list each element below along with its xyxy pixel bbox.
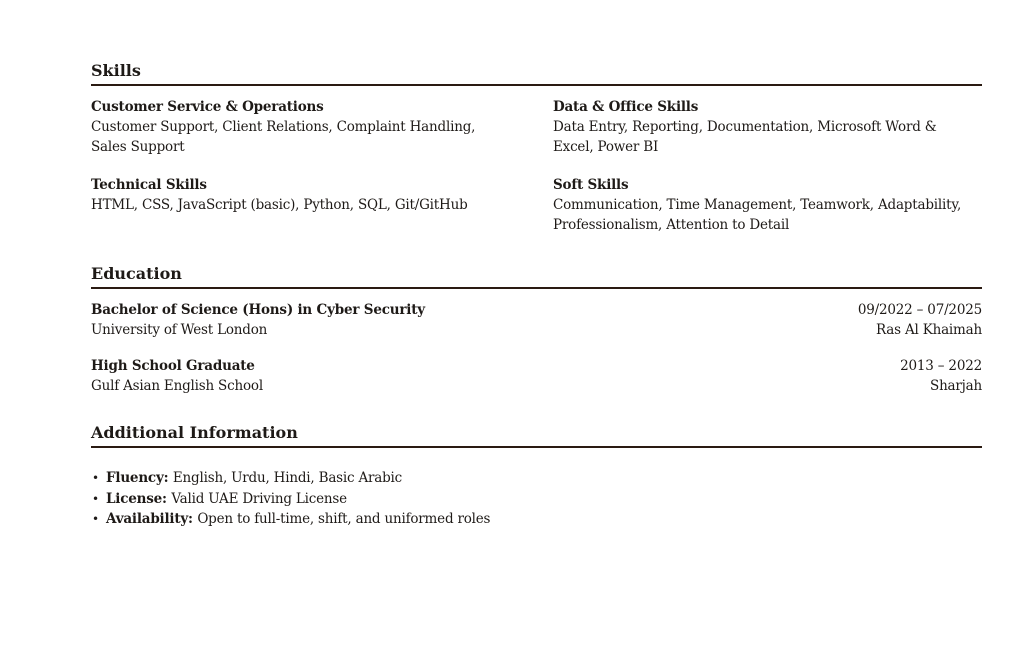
education-degree: Bachelor of Science (Hons) in Cyber Security xyxy=(91,302,425,318)
list-item xyxy=(91,489,982,510)
education-school: Gulf Asian English School xyxy=(91,378,263,394)
additional-info-section xyxy=(91,422,982,530)
info-value: Valid UAE Driving License xyxy=(171,490,347,507)
list-item xyxy=(91,468,982,489)
skill-group-title: Customer Service & Operations xyxy=(91,99,324,115)
skills-heading: Skills xyxy=(91,60,982,86)
education-dates: 09/2022 – 07/2025 xyxy=(857,302,982,318)
education-school: University of West London xyxy=(91,322,268,338)
skill-group-title: Technical Skills xyxy=(91,177,207,193)
education-item xyxy=(91,300,982,340)
skill-group-text: Communication, Time Management, Teamwork, Adaptability, Professionalism, Attention to Detail xyxy=(553,197,962,233)
skills-grid xyxy=(91,97,982,235)
skill-group-title: Data & Office Skills xyxy=(553,99,699,115)
additional-info-heading: Additional Information xyxy=(91,422,982,448)
info-key: Fluency: xyxy=(106,470,173,486)
bullet-icon: • xyxy=(92,491,99,506)
skill-group-text: HTML, CSS, JavaScript (basic), Python, SQL, Git/GitHub xyxy=(91,197,468,213)
skills-section xyxy=(91,60,982,235)
education-item-left xyxy=(91,356,263,396)
education-heading: Education xyxy=(91,263,982,289)
resume-page xyxy=(91,60,982,530)
info-value: English, Urdu, Hindi, Basic Arabic xyxy=(172,470,403,486)
education-item-left xyxy=(91,300,425,340)
education-list xyxy=(91,300,982,396)
education-item-right xyxy=(900,356,982,396)
skill-group-text: Customer Support, Client Relations, Complaint Handling, Sales Support xyxy=(91,119,476,155)
additional-info-list xyxy=(91,468,982,530)
skill-group-soft xyxy=(553,175,982,235)
education-item-right xyxy=(858,300,982,340)
list-item xyxy=(91,509,982,530)
education-dates: 2013 – 2022 xyxy=(900,358,982,374)
education-section xyxy=(91,263,982,396)
bullet-icon: • xyxy=(92,471,99,485)
skill-group-data-office xyxy=(553,97,982,157)
info-key: Availability: xyxy=(106,511,198,527)
info-value: Open to full-time, shift, and uniformed roles xyxy=(197,511,491,527)
skill-group-text: Data Entry, Reporting, Documentation, Microsoft Word & Excel, Power BI xyxy=(553,119,937,155)
skill-group-technical xyxy=(91,175,553,235)
education-location: Ras Al Khaimah xyxy=(876,322,982,338)
bullet-icon: • xyxy=(92,512,99,526)
skill-group-customer-service xyxy=(91,97,553,157)
education-location: Sharjah xyxy=(930,378,982,394)
info-key: License: xyxy=(106,490,172,507)
education-degree: High School Graduate xyxy=(91,358,255,374)
skill-group-title: Soft Skills xyxy=(553,177,629,193)
education-item xyxy=(91,356,982,396)
